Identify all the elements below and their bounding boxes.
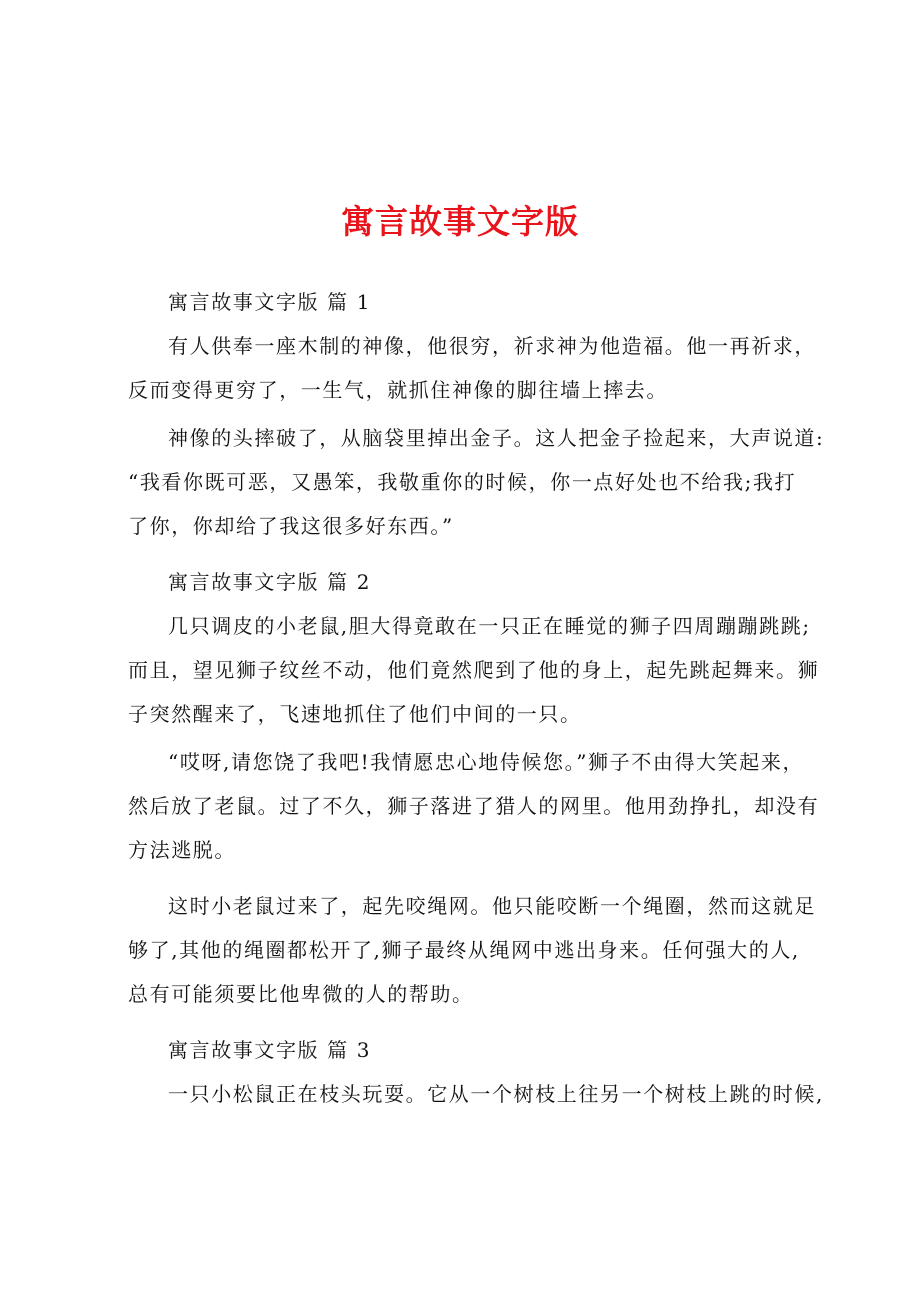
text-line: 几只调皮的小老鼠,胆大得竟敢在一只正在睡觉的狮子四周蹦蹦跳跳; [168, 614, 811, 638]
text-line: 子突然醒来了，飞速地抓住了他们中间的一只。 [128, 702, 582, 726]
paragraph [128, 324, 823, 412]
text-line: “我看你既可恶，又愚笨，我敬重你的时候，你一点好处也不给我;我打 [128, 470, 797, 494]
paragraph [128, 1072, 823, 1116]
text-line: “哎呀,请您饶了我吧!我情愿忠心地侍候您。”狮子不由得大笑起来， [168, 750, 805, 774]
text-line: 这时小老鼠过来了，起先咬绳网。他只能咬断一个绳圈，然而这就足 [168, 894, 816, 918]
text-line: 方法逃脱。 [128, 838, 236, 862]
text-line: 总有可能须要比他卑微的人的帮助。 [128, 982, 474, 1006]
text-line: 够了,其他的绳圈都松开了,狮子最终从绳网中逃出身来。任何强大的人, [128, 938, 800, 962]
text-line: 反而变得更穷了，一生气，就抓住神像的脚往墙上摔去。 [128, 378, 668, 402]
text-line: 有人供奉一座木制的神像，他很穷，祈求神为他造福。他一再祈求， [168, 334, 816, 358]
section-heading: 寓言故事文字版 篇 1 [168, 290, 372, 314]
text-line: 而且，望见狮子纹丝不动，他们竟然爬到了他的身上，起先跳起舞来。狮 [128, 658, 820, 682]
text-line: 然后放了老鼠。过了不久，狮子落进了猎人的网里。他用劲挣扎，却没有 [128, 794, 820, 818]
paragraph [128, 884, 823, 1016]
section-2 [128, 560, 823, 1016]
paragraph [128, 604, 823, 736]
section-heading: 寓言故事文字版 篇 2 [168, 570, 372, 594]
text-line: 神像的头摔破了，从脑袋里掉出金子。这人把金子捡起来，大声说道: [168, 426, 825, 450]
paragraph [128, 740, 823, 872]
section-3 [128, 1028, 823, 1116]
paragraph [128, 416, 823, 548]
text-line: 一只小松鼠正在枝头玩耍。它从一个树枝上往另一个树枝上跳的时候, [168, 1082, 824, 1106]
document-body [128, 280, 823, 1120]
document-title: 寓言故事文字版 [341, 202, 579, 241]
section-1 [128, 280, 823, 548]
text-line: 了你，你却给了我这很多好东西。” [128, 514, 454, 538]
section-heading: 寓言故事文字版 篇 3 [168, 1038, 372, 1062]
